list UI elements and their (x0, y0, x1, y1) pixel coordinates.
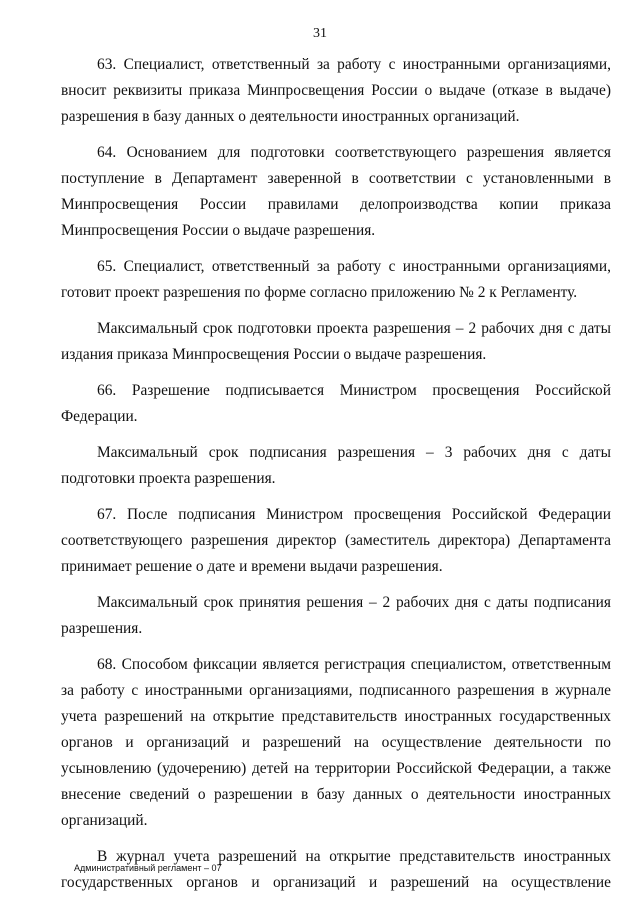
paragraph-65-deadline: Максимальный срок подготовки проекта разрешения – 2 рабочих дня с даты издания приказа Минпросвещения России о выдаче разрешения. (61, 320, 611, 363)
paragraph-journal: В журнал учета разрешений на открытие представительств иностранных государственных органов и организаций и разрешений на осуществление (61, 848, 611, 891)
page-footer: Административный регламент – 07 (74, 863, 222, 873)
paragraph-65: 65. Специалист, ответственный за работу с иностранными организациями, готовит проект разрешения по форме согласно приложению № 2 к Регламенту. (61, 258, 611, 301)
paragraph-66: 66. Разрешение подписывается Министром просвещения Российской Федерации. (61, 382, 611, 425)
paragraph-63: 63. Специалист, ответственный за работу с иностранными организациями, вносит реквизиты приказа Минпросвещения России о выдаче (отказе в выдаче) разрешения в базу данных о деятельности иностранных организаций. (61, 56, 611, 125)
document-body (61, 52, 611, 906)
paragraph-67-deadline: Максимальный срок принятия решения – 2 рабочих дня с даты подписания разрешения. (61, 594, 611, 637)
paragraph-68: 68. Способом фиксации является регистрация специалистом, ответственным за работу с иностранными организациями, подписанного разрешения в журнале учета разрешений на открытие представительств иностранных государственных органов и организаций и разрешений на осуществление деятельности по усыновлению (удочерению) детей на территории Российской Федерации, а также внесение сведений о разрешении в базу данных о деятельности иностранных организаций. (61, 656, 611, 829)
paragraph-66-deadline: Максимальный срок подписания разрешения – 3 рабочих дня с даты подготовки проекта разрешения. (61, 444, 611, 487)
paragraph-67: 67. После подписания Министром просвещения Российской Федерации соответствующего разрешения директор (заместитель директора) Департамента принимает решение о дате и времени выдачи разрешения. (61, 506, 611, 575)
paragraph-64: 64. Основанием для подготовки соответствующего разрешения является поступление в Департамент заверенной в соответствии с установленными в Минпросвещения России правилами делопроизводства копии приказа Минпросвещения России о выдаче разрешения. (61, 144, 611, 239)
page-number: 31 (313, 26, 327, 41)
